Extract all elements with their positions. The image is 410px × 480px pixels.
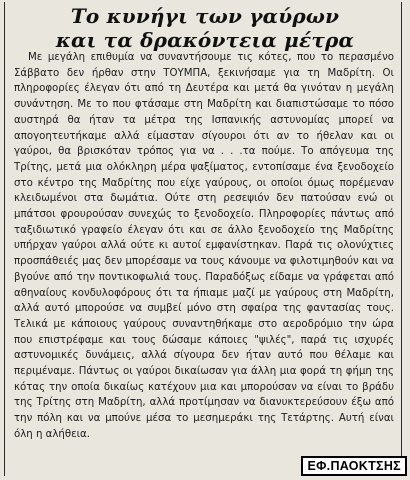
author-signature: ΕΦ.ΠΑΟΚΤΣΗΣ: [301, 456, 407, 476]
article-body: [14, 50, 394, 443]
headline-line-1: Το κυνήγι των γαύρων: [70, 4, 340, 28]
headline-line-2: και τα δρακόντεια μέτρα: [55, 28, 355, 52]
article-paragraph: Με μεγάλη επιθυμία να συναντήσουμε τις κότες, που το περασμένο Σάββατο δεν ήρθαν στην ΤΟΥΜΠΑ, ξεκινήσαμε για τη Μαδρίτη. Οι πληροφορίες έλεγαν ότι από τη Δευτέρα και μετά θα γινόταν η μεγάλη συνάντηση. Με το που φτάσαμε στη Μαδρίτη και διαπιστώσαμε το πόσο αυστηρά θα ήταν τα μέτρα της Ισπανικής αστυνομίας μπορεί να απογοητευτήκαμε αλλά είμασταν σίγουροι ότι αν το ήθελαν και οι γαύροι, θα βρισκόταν τρόπος για να . . .τα πούμε. Το απόγευμα της Τρίτης, μετά μια ολόκληρη μέρα ψαξίματος, εντοπίσαμε ένα ξενοδοχείο στο κέντρο της Μαδρίτης που είχε γαύρους, οι οποίοι όμως πορέμεναν κλειδωμένοι στα δωμάτια. Ούτε στη ρεσεψιόν δεν πατούσαν ενώ οι μπάτσοι φρουρούσαν συνεχώς το ξενοδοχείο. Πληροφορίες πάντως από ταξιδιωτικό γραφείο έλεγαν ότι και σε άλλο ξενοδοχείο της Μαδρίτης υπήρχαν γαύροι αλλά ούτε κι αυτοί εμφανίστηκαν. Παρά τις ολονύχτιες προσπάθειές μας δεν μπορέσαμε να τους κάνουμε να φιλοτιμηθούν και να βγούνε από την ποντικοφωλιά τους. Παραδόξως είδαμε να γράφεται από αθηναίους κονδυλοφόρους ότι τα ήπιαμε μαζί με γαύρους στη Μαδρίτη, αλλά αυτό μπορούσε να συμβεί μόνο στη σφαίρα της φαντασίας τους. Τελικά με κάποιους γαύρους συναντηθήκαμε στο αεροδρόμιο την ώρα που επιστρέφαμε και τους δώσαμε κάποιες "ψιλές", παρά τις ισχυρές αστυνομικές δυνάμεις, αλλά σίγουρα δεν ήταν αυτό που θέλαμε και περιμέναμε. Πάντως οι γαύροι δικαίωσαν για άλλη μια φορά τη φήμη της κότας την οποία δικαίως κατέχουν μια και μπορούσαν να είναι το βράδυ της Τρίτης στη Μαδρίτη, αλλά προτίμησαν να διανυκτερεύσουν έξω από την πόλη και να μπούνε μέσα το μεσημεράκι της Τετάρτης. Αυτή είναι όλη η αλήθεια.: [14, 52, 394, 440]
article-headline: [0, 4, 410, 52]
